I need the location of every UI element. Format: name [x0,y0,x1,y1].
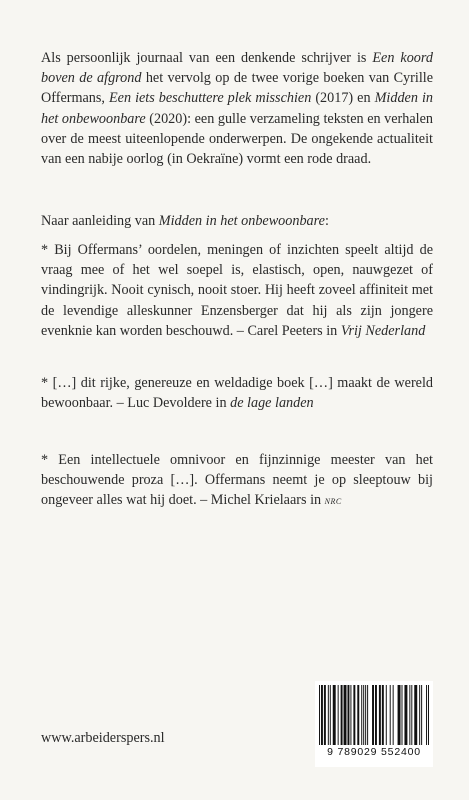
barcode-bar [375,685,377,745]
review-quote-2 [41,373,433,413]
barcode-bar [338,685,339,745]
barcode-bar [333,685,336,745]
barcode-bar [404,685,407,745]
intro-text-4: (2020): een gulle verzameling teksten en verhalen over de meest uiteenlopende onderwerpen. De ongekende actualiteit van een nabije oorlog (in Oekraïne) vormt een rode draad. [41,110,433,168]
barcode-bar [398,685,401,745]
barcode-bar [402,685,403,745]
quotes-lead [41,211,433,231]
quote-1-source: Vrij Nederland [340,322,426,339]
review-quote-3 [41,450,433,512]
publisher-url[interactable]: www.arbeiderspers.nl [41,730,165,746]
book-title-2020: Midden in het onbewoonbare [41,90,433,127]
intro-text-3: (2017) en [311,90,375,107]
barcode-bar [350,685,351,745]
barcode-bar [344,685,347,745]
barcode-bar [347,685,349,745]
barcode-bar [386,685,387,745]
quote-3-text: * Een intellectuele omnivoor en fijnzinnige meester van het beschouwende proza […]. Offermans neemt je op sleeptouw bij ongeveer alles wat hij doet. – Michel Krielaars in [41,452,433,509]
barcode-bar [319,685,320,745]
isbn-barcode [315,681,433,767]
lead-text: Naar aanleiding van [41,213,159,229]
barcode-bar [421,685,422,745]
barcode-bar [414,685,417,745]
barcode-bar [328,685,329,745]
intro-paragraph [41,48,433,169]
quote-3-source: nrc [324,495,342,508]
intro-text-1: Als persoonlijk journaal van een denkende schrijver is [41,50,373,66]
barcode-bar [390,685,391,745]
barcode-bar [324,685,326,745]
intro-text-2: het vervolg op de twee vorige boeken van Cyrille Offermans, [41,70,433,107]
barcode-bar [321,685,323,745]
lead-book-title: Midden in het onbewoonbare [158,213,325,229]
quote-1-text: * Bij Offermans’ oordelen, meningen of inzichten speelt altijd de vraag mee of het wel soepel is, elastisch, open, nauwgezet of vindingrijk. Nooit cynisch, nooit stoer. Hij heeft zoveel affiniteit met de levendige alleskunner Enzensberger dat hij als zijn jongere evenknie kan worden beschouwd. – Carel Peeters in [41,242,433,339]
book-title-current: Een koord boven de afgrond [41,50,433,87]
barcode-bar [363,685,364,745]
book-title-2017: Een iets beschuttere plek misschien [108,90,312,107]
barcode-bar [365,685,366,745]
barcode-bar [393,685,394,745]
barcode-bar [367,685,368,745]
barcode-bar [353,685,355,745]
quote-2-source: de lage landen [230,395,314,412]
lead-colon: : [324,213,329,229]
barcode-bar [409,685,410,745]
barcode-bar [357,685,359,745]
barcode-bar [419,685,420,745]
barcode-bar [382,685,384,745]
barcode-bar [426,685,427,745]
barcode-bar [330,685,331,745]
barcode-bar [428,685,429,745]
barcode-bar [372,685,374,745]
barcode-bar [341,685,343,745]
barcode-bar [411,685,412,745]
review-quote-1 [41,240,433,341]
barcode-bar [361,685,362,745]
barcode-bars [319,685,429,745]
quote-2-text: * […] dit rijke, genereuze en weldadige boek […] maakt de wereld bewoonbaar. – Luc Devoldere in [41,375,433,412]
isbn-number: 9 789029 552400 [327,746,421,758]
barcode-bar [379,685,381,745]
